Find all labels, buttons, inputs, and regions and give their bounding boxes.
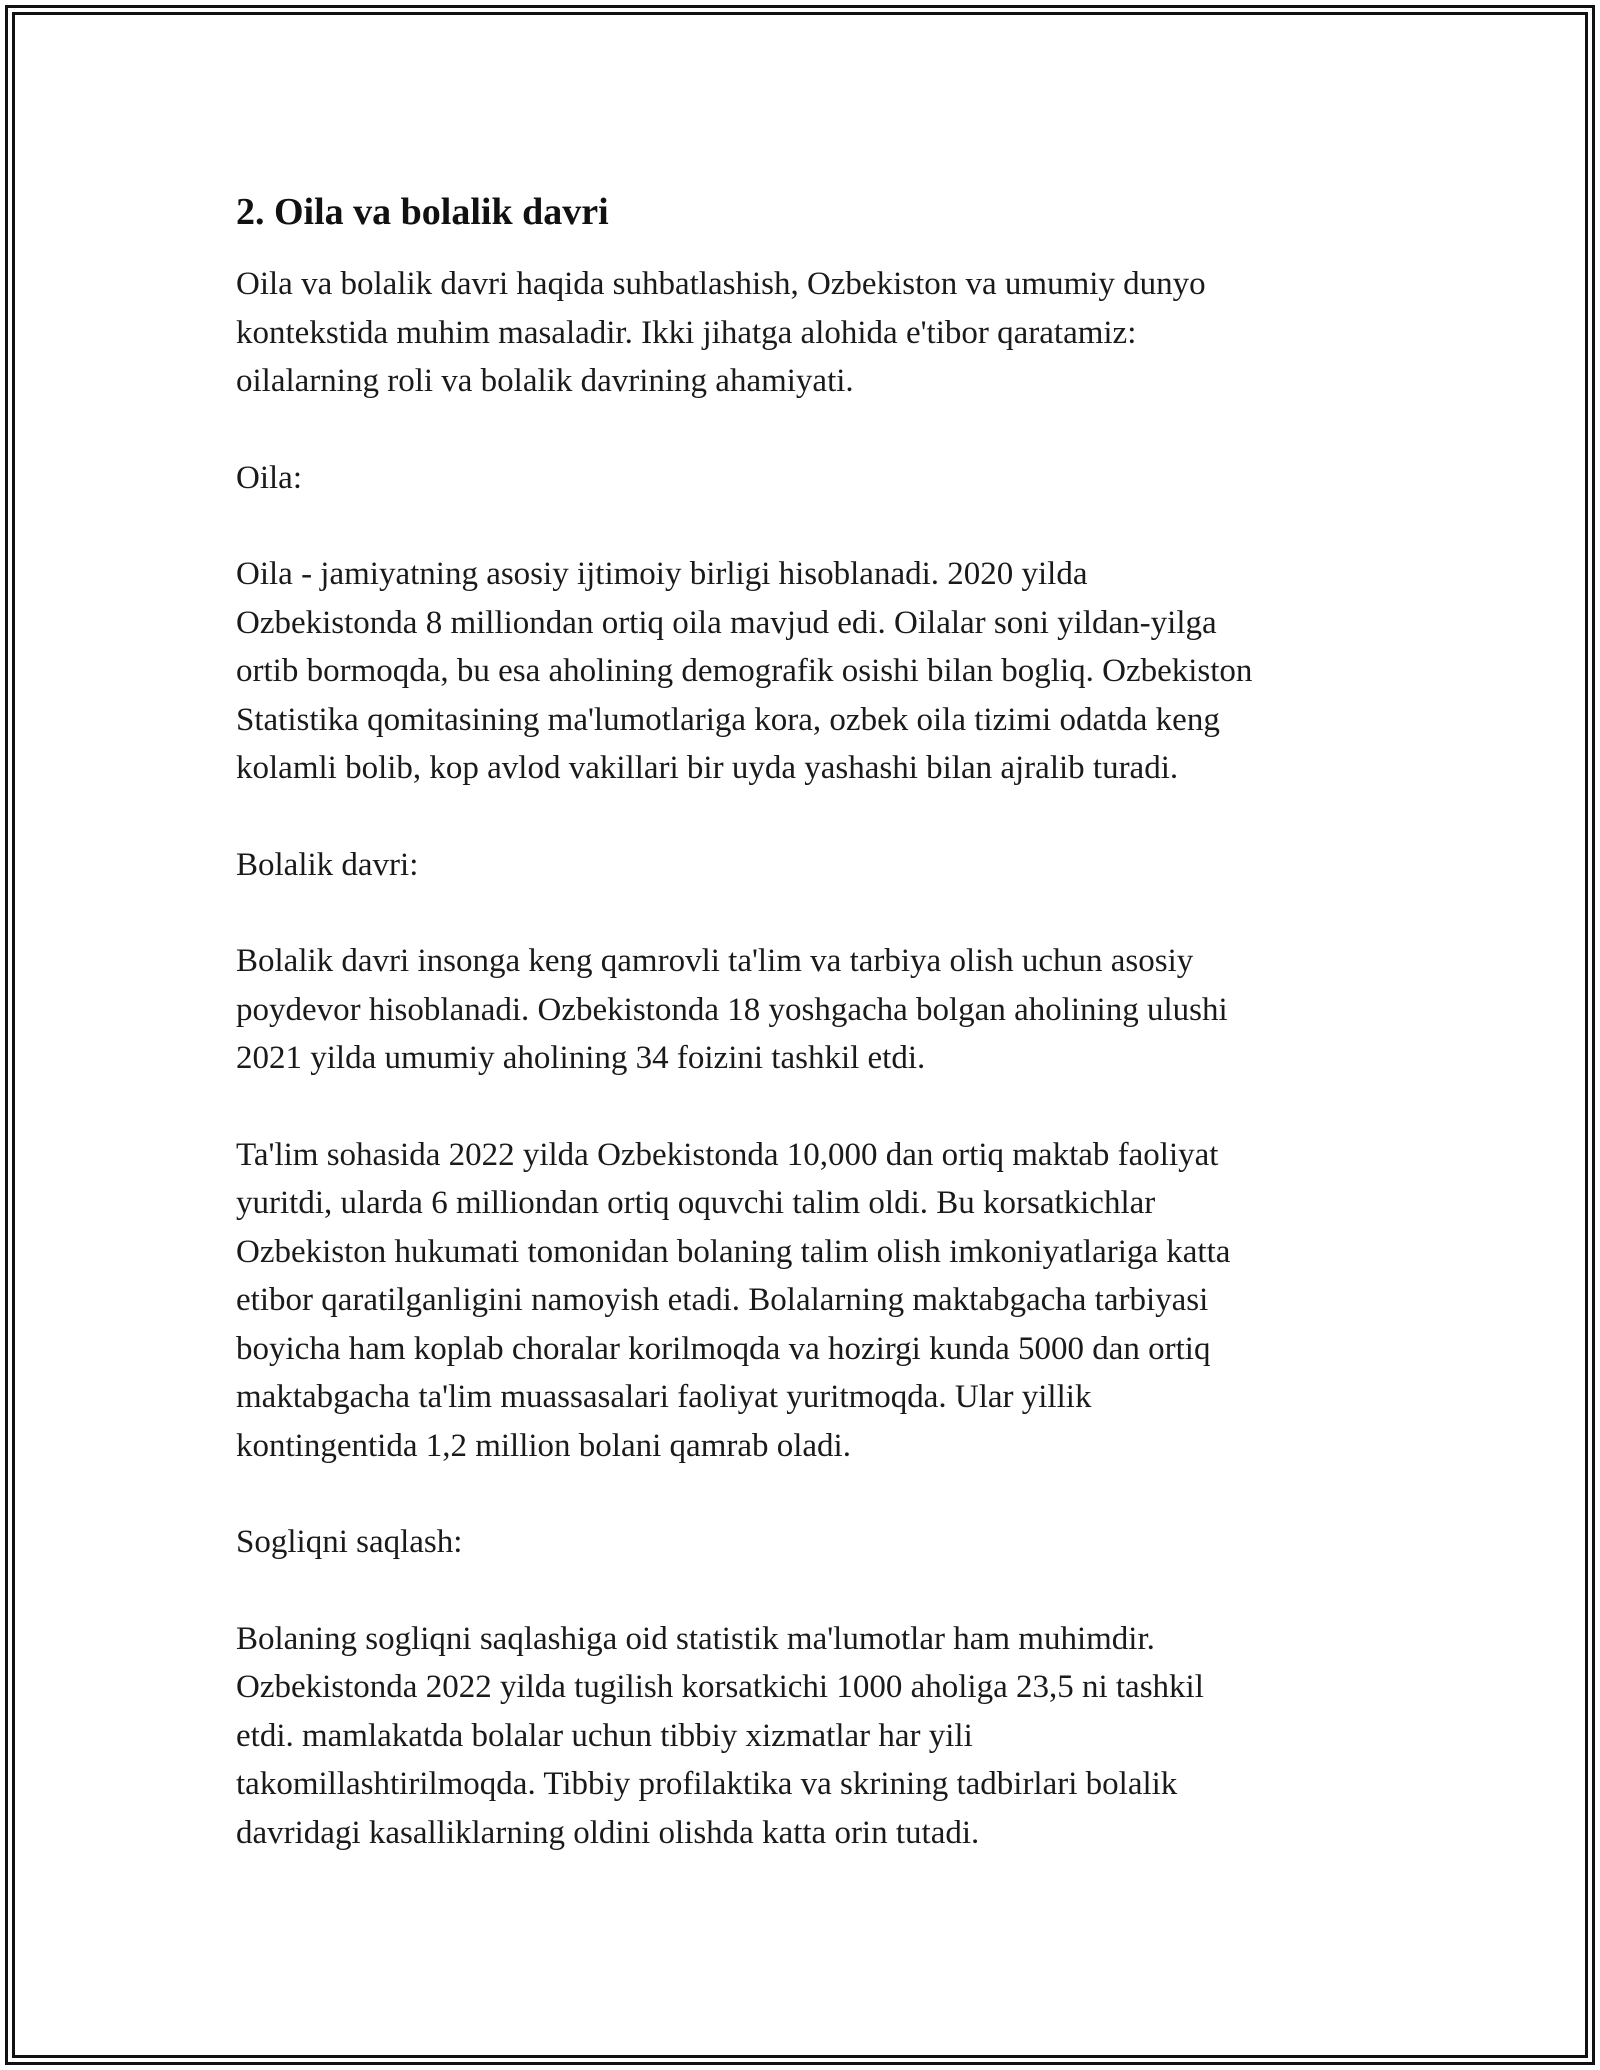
oila-paragraph: Oila - jamiyatning asosiy ijtimoiy birligi hisoblanadi. 2020 yilda Ozbekistonda 8 milliondan ortiq oila mavjud edi. Oilalar soni yildan-yilga ortib bormoqda, bu esa aholining demografik osishi bilan bogliq. Ozbekiston Statistika qomitasining ma'lumotlariga kora, ozbek oila tizimi odatda keng kolamli bolib, kop avlod vakillari bir uyda yashashi bilan ajralib turadi.	[236, 556, 1253, 786]
subheading-oila: Oila:	[236, 459, 302, 496]
subheading-bolalik-davri: Bolalik davri:	[236, 846, 419, 883]
document-body	[236, 186, 1376, 1857]
subheading-sogliqni-saqlash: Sogliqni saqlash:	[236, 1524, 463, 1560]
bolalik-paragraph: Bolalik davri insonga keng qamrovli ta'lim va tarbiya olish uchun asosiy poydevor hisoblanadi. Ozbekistonda 18 yoshgacha bolgan aholining ulushi 2021 yilda umumiy aholining 34 foizini tashkil etdi.	[236, 943, 1228, 1076]
talim-paragraph: Ta'lim sohasida 2022 yilda Ozbekistonda 10,000 dan ortiq maktab faoliyat yuritdi, ularda 6 milliondan ortiq oquvchi talim oldi. Bu korsatkichlar Ozbekiston hukumati tomonidan bolaning talim olish imkoniyatlariga katta etibor qaratilganligini namoyish etadi. Bolalarning maktabgacha tarbiyasi boyicha ham koplab choralar korilmoqda va hozirgi kunda 5000 dan ortiq maktabgacha ta'lim muassasalari faoliyat yuritmoqda. Ular yillik kontingentida 1,2 million bolani qamrab oladi.	[236, 1136, 1231, 1464]
section-heading: 2. Oila va bolalik davri	[236, 191, 609, 233]
intro-paragraph: Oila va bolalik davri haqida suhbatlashish, Ozbekiston va umumiy dunyo kontekstida muhim masaladir. Ikki jihatga alohida e'tibor qaratamiz: oilalarning roli va bolalik davrining ahamiyati.	[236, 266, 1206, 399]
sogliq-paragraph: Bolaning sogliqni saqlashiga oid statistik ma'lumotlar ham muhimdir. Ozbekistonda 2022 yilda tugilish korsatkichi 1000 aholiga 23,5 ni tashkil etdi. mamlakatda bolalar uchun tibbiy xizmatlar har yili takomillashtirilmoqda. Tibbiy profilaktika va skrining tadbirlari bolalik davridagi kasalliklarning oldini olishda katta orin tutadi.	[236, 1620, 1204, 1851]
